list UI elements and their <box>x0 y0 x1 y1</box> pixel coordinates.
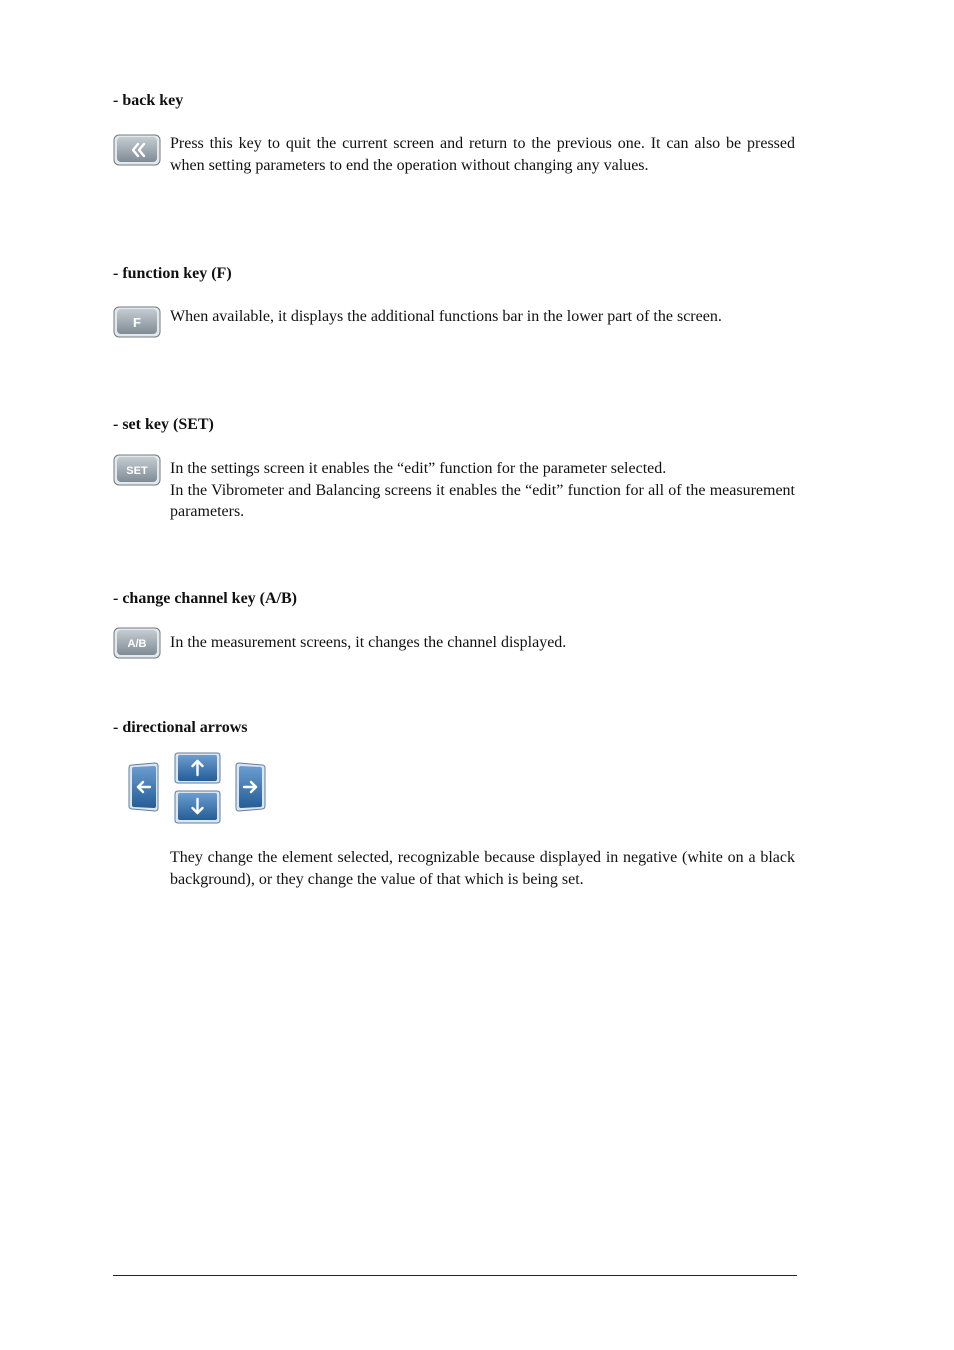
function-key-heading: - function key (F) <box>113 265 232 282</box>
set-key-description-line-1: In the settings screen it enables the “edit” function for the parameter selected. <box>170 460 667 477</box>
back-key-description: Press this key to quit the current screen and return to the previous one. It can also be pressed when setting parameters to end the operation without changing any values. <box>170 135 795 174</box>
back-key-heading: - back key <box>113 92 184 109</box>
arrow-left-icon <box>129 763 158 811</box>
set-key-description-line-2: In the Vibrometer and Balancing screens it enables the “edit” function for all of the measurement parameters. <box>170 481 795 520</box>
arrow-down-icon <box>175 791 220 823</box>
set-key-heading: - set key (SET) <box>113 416 214 433</box>
directional-arrows-icon-group <box>125 750 270 826</box>
set-key-description <box>170 458 795 523</box>
set-key-label: SET <box>126 465 148 477</box>
f-key-label: F <box>133 315 141 330</box>
directional-arrows-heading: - directional arrows <box>113 719 248 736</box>
ab-key-icon <box>113 627 161 659</box>
arrow-right-icon <box>236 763 265 811</box>
set-key-icon <box>113 454 161 486</box>
ab-key-label: A/B <box>127 638 147 650</box>
footer-divider <box>113 1275 797 1276</box>
change-channel-key-heading: - change channel key (A/B) <box>113 590 297 607</box>
change-channel-key-description: In the measurement screens, it changes the channel displayed. <box>170 634 567 651</box>
function-key-description: When available, it displays the additional functions bar in the lower part of the screen. <box>170 308 722 325</box>
directional-arrows-description: They change the element selected, recognizable because displayed in negative (white on a black background), or they change the value of that which is being set. <box>170 849 795 888</box>
back-key-icon <box>113 134 161 166</box>
arrow-up-icon <box>175 753 220 783</box>
f-key-icon <box>113 306 161 338</box>
